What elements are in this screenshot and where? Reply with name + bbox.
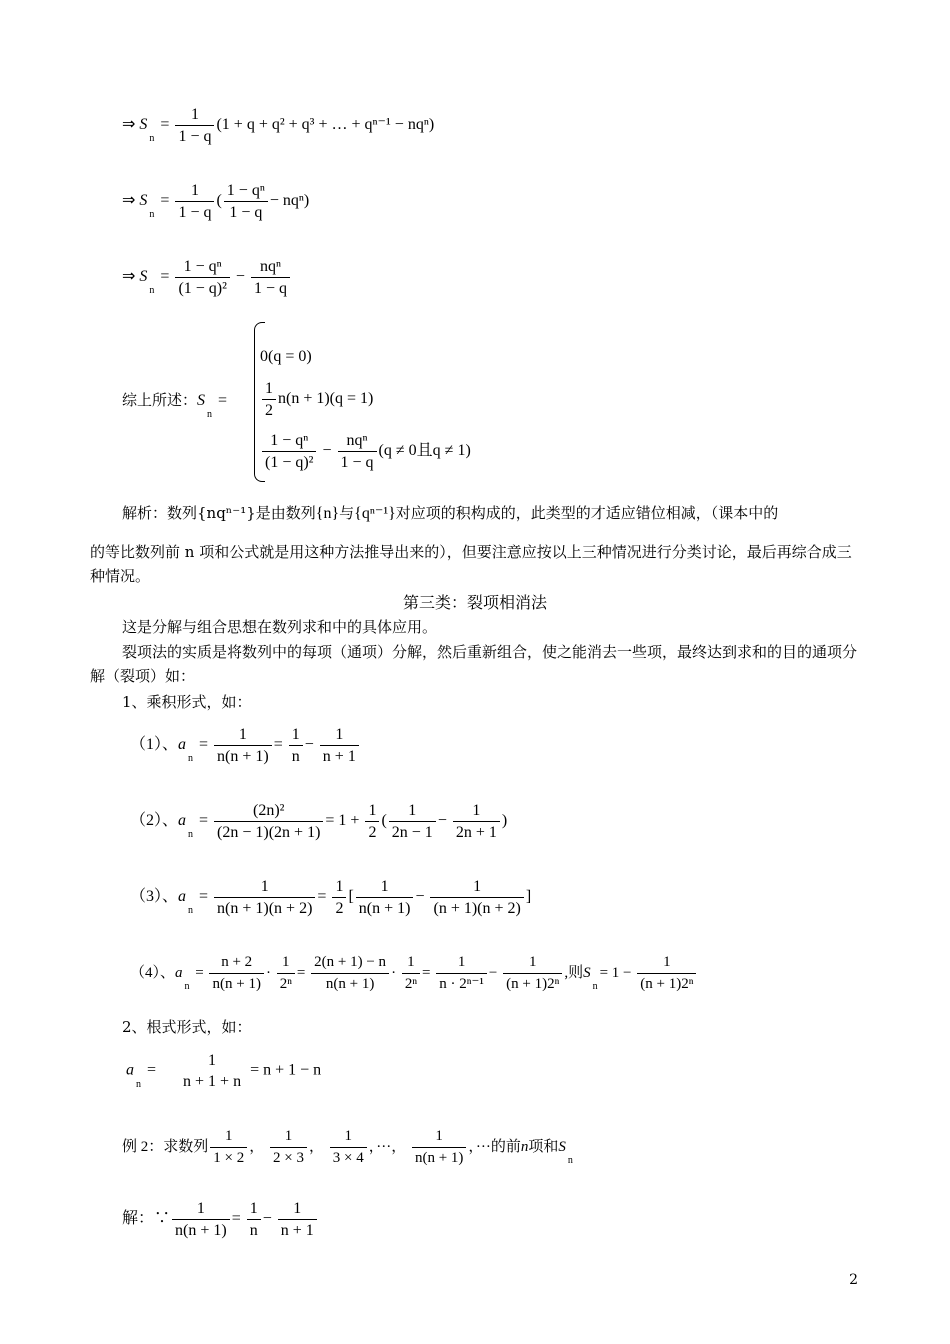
numerator: 1 — [289, 724, 303, 746]
numerator: 1 − qⁿ — [175, 256, 229, 278]
symbol-S: S — [558, 1138, 566, 1155]
formula-4: （4）、$a_n$ = $\frac{n + 2}{n(n + 1)}$ · $\frac{1}{\text{2ⁿ}}$ = $\frac{2(n + 1) - n}{n(n + 1)}$ · $\frac{1}{\text{2ⁿ}}$ = $\frac{1}{\text{n · 2ⁿ⁻¹}}$ − $\frac{1}{\text{(n + 1)2ⁿ}}$ ,则$S_n= 1$ − $\frac{1}{\text{(n + 1)2ⁿ}}$ — [130, 952, 698, 995]
denominator: 2 — [265, 402, 273, 419]
denominator: n — [291, 748, 300, 765]
numerator: 1 — [330, 1126, 367, 1148]
sum-derivation-line-3: ⇒ $S_n$ = $\frac{\text{1 − qⁿ}}{\text{(1 − q)²}}$ − $\frac{\text{nqⁿ}}{1 - q}$ — [122, 256, 292, 299]
fraction — [175, 104, 214, 147]
formula-3: （3）、$a_n$ = $\frac{1}{n(n + 1)(n + 2)}$ = $\frac{1}{2}$ [ $\frac{1}{n(n + 1)}$ − $\frac{1}{(n + 1)(n + 2)}$ ] — [130, 878, 532, 917]
then-text: ,则 — [564, 964, 584, 981]
numerator: 1 — [332, 876, 346, 898]
analysis-text: 与 — [339, 504, 355, 522]
case-3: $\frac{\text{1 − qⁿ}}{\text{(1 − q)²}}$ − $\frac{\text{nqⁿ}}{1 - q}$ (q ≠ 0且q ≠ 1) — [260, 430, 471, 473]
implies-arrow: ⇒ — [122, 266, 136, 286]
formula-label: （1）、 — [130, 736, 179, 754]
fraction — [402, 952, 420, 995]
numerator: 1 — [320, 724, 359, 746]
subscript-n: n — [136, 1078, 141, 1090]
numerator: 1 — [270, 1126, 307, 1148]
summary-text: 综上所述： — [122, 391, 198, 409]
section-title: 第三类：裂项相消法 — [402, 593, 547, 612]
symbol-S: S — [139, 268, 148, 286]
solution-line: 解：∵ $\frac{1}{n(n + 1)}$ = $\frac{1}{n}$ − $\frac{1}{n + 1}$ — [122, 1198, 319, 1241]
case-1: 0(q = 0) — [260, 348, 312, 365]
analysis-text: 解析：数列{nqⁿ⁻¹}是由数列 — [122, 504, 316, 522]
denominator: (1 − q)² — [178, 280, 227, 297]
numerator: 1 − qⁿ — [224, 180, 268, 202]
fraction — [503, 952, 562, 995]
formula-1: （1）、$a_n$ = $\frac{1}{n(n + 1)}$ = $\frac{1}{n}$ − $\frac{1}{n + 1}$ — [130, 724, 361, 767]
tail-expression: − nqⁿ) — [269, 192, 310, 210]
example-text: 项和 — [528, 1138, 559, 1155]
numerator: (2n)² — [214, 800, 323, 822]
lead-expression: = 1 + — [325, 812, 360, 830]
numerator: 1 — [214, 724, 272, 746]
numerator: 1 — [277, 952, 295, 974]
denominator: 2ⁿ — [279, 976, 292, 992]
denominator: 1 − q — [178, 204, 212, 221]
page-number: 2 — [849, 1272, 858, 1288]
denominator: 2 — [335, 900, 344, 917]
formula-label: （4）、 — [130, 964, 176, 981]
solution-label: 解：∵ — [122, 1210, 171, 1228]
numerator: 1 − qⁿ — [262, 430, 316, 452]
numerator: 1 — [208, 1052, 217, 1069]
denominator: n(n + 1) — [325, 976, 375, 992]
fraction — [262, 430, 316, 473]
denominator: 2ⁿ — [404, 976, 418, 992]
numerator: 1 — [214, 876, 315, 898]
numerator: 1 — [175, 180, 214, 202]
fraction — [247, 1198, 261, 1241]
denominator: n(n + 1)(n + 2) — [217, 900, 313, 917]
numerator: 1 — [247, 1198, 261, 1220]
numerator: nqⁿ — [338, 430, 377, 452]
radical-form-heading: 2、根式形式，如： — [122, 1018, 252, 1036]
fraction — [412, 1126, 466, 1169]
denominator: (n + 1)(n + 2) — [433, 900, 521, 917]
numerator: 1 — [412, 1126, 466, 1148]
fraction — [389, 800, 436, 843]
formula-2: （2）、$a_n$ = $\frac{\text{(2n)²}}{(2n - 1)(2n + 1)}$ = 1 + $\frac{1}{2}$ ( $\frac{1}{2n - 1}$ − $\frac{1}{2n + 1}$ ) — [130, 802, 508, 841]
fraction — [214, 800, 323, 843]
denominator: 3 × 4 — [332, 1150, 364, 1166]
denominator: 1 × 2 — [213, 1150, 245, 1166]
symbol-a: a — [126, 1061, 134, 1079]
numerator: 1 — [262, 378, 276, 400]
numerator: 1 — [436, 952, 487, 974]
denominator: 2 — [368, 824, 377, 841]
numerator: n + 2 — [209, 952, 263, 974]
numerator: 1 — [402, 952, 420, 974]
fraction — [251, 256, 290, 299]
fraction — [175, 256, 229, 299]
denominator: (n + 1)2ⁿ — [640, 976, 694, 992]
formula-label: （3）、 — [130, 888, 179, 906]
numerator: 1 — [278, 1198, 317, 1220]
summary-label: 综上所述：$S_n$ = — [122, 391, 228, 420]
denominator: (2n − 1)(2n + 1) — [217, 824, 321, 841]
ellipsis: ，···， — [368, 1138, 407, 1155]
formula-label: （2）、 — [130, 812, 179, 830]
numerator: 1 — [365, 800, 379, 822]
denominator: n — [249, 1222, 258, 1239]
denominator: (1 − q)² — [265, 454, 314, 471]
subscript-n: n — [149, 209, 155, 221]
denominator: 1 − q — [178, 128, 212, 145]
denominator: 2n − 1 — [391, 824, 433, 841]
fraction — [330, 1126, 367, 1169]
fraction — [180, 1050, 244, 1092]
example-2: 例 2：求数列 $\frac{1}{1 \times 2}$ ， $\frac{1}{2 \times 3}$ ， $\frac{1}{3 \times 4}$ ，···， $\frac{1}{n(n + 1)}$ ，···的前n项和$S_n$ — [122, 1126, 575, 1169]
symbol-n: n — [520, 1138, 529, 1155]
sequence-n: {n} — [315, 505, 340, 522]
denominator: (n + 1)2ⁿ — [506, 976, 560, 992]
numerator: 1 — [389, 800, 436, 822]
fraction — [209, 952, 263, 995]
denominator: n(n + 1) — [414, 1150, 464, 1166]
example-label: 例 2：求数列 — [122, 1138, 209, 1155]
denominator: n(n + 1) — [212, 976, 261, 992]
example-text: ，···的前 — [468, 1138, 521, 1155]
denominator: n(n + 1) — [175, 1222, 227, 1239]
subscript-n: n — [149, 133, 155, 145]
denominator: 2 × 3 — [273, 1150, 304, 1166]
fraction — [338, 430, 377, 473]
radical-rhs: = n + 1 − n — [250, 1061, 322, 1079]
numerator: 1 — [172, 1198, 230, 1220]
fraction — [365, 800, 379, 843]
denominator: n(n + 1) — [358, 900, 411, 917]
numerator: nqⁿ — [251, 256, 290, 278]
denominator: n + 1 — [322, 748, 356, 765]
denominator: n · 2ⁿ⁻¹ — [439, 976, 484, 992]
product-form-heading: 1、乘积形式，如： — [122, 693, 252, 711]
numerator: 2(n + 1) − n — [311, 952, 389, 974]
sum-derivation-line-2: ⇒ $S_n$ = $\frac{1}{1 - q}$ ( $\frac{\text{1 − qⁿ}}{1 - q}$ − nqⁿ) — [122, 182, 310, 221]
symbol-S: S — [139, 116, 148, 134]
fraction — [214, 724, 272, 767]
denominator: n(n + 1) — [217, 748, 269, 765]
sum-derivation-line-1: ⇒ $S_n$ = $\frac{1}{1 - q}$ (1 + q + q² + q³ + … + qⁿ⁻¹ − nqⁿ) — [122, 106, 435, 145]
fraction — [172, 1198, 230, 1241]
numerator: 1 — [210, 1126, 247, 1148]
sequence-q: {qⁿ⁻¹} — [354, 505, 396, 522]
analysis-line-1 — [122, 502, 778, 525]
analysis-line-2: 的等比数列前 n 项和公式就是用这种方法推导出来的），但要注意应按以上三种情况进行分类讨论，最后再综合成三种情况。 — [90, 543, 852, 585]
fraction — [436, 952, 487, 995]
lead-expression: = 1 − — [599, 964, 632, 981]
subscript-n: n — [149, 285, 155, 297]
case-2-expression: n(n + 1)(q = 1) — [278, 390, 374, 408]
numerator: 1 — [430, 876, 523, 898]
numerator: 1 — [503, 952, 562, 974]
symbol-S: S — [583, 964, 591, 981]
fraction — [270, 1126, 307, 1169]
numerator: 1 — [356, 876, 414, 898]
fraction — [262, 378, 276, 421]
numerator: 1 — [175, 104, 214, 126]
fraction — [332, 876, 346, 919]
implies-arrow: ⇒ — [122, 190, 136, 210]
numerator: 1 — [637, 952, 696, 974]
denominator: 1 − q — [253, 280, 287, 297]
denominator: 2n + 1 — [455, 824, 497, 841]
fraction — [278, 1198, 317, 1241]
denominator: 1 − q — [340, 454, 374, 471]
section-intro: 这是分解与组合思想在数列求和中的具体应用。 — [122, 618, 438, 636]
fraction — [277, 952, 295, 995]
denominator: n + 1 + n — [183, 1073, 242, 1090]
analysis-text: 对应项的积构成的，此类型的才适应错位相减，（课本中的 — [395, 504, 779, 522]
implies-arrow: ⇒ — [122, 114, 136, 134]
fraction — [175, 180, 214, 223]
symbol-S: S — [139, 192, 148, 210]
fraction — [453, 800, 500, 843]
case-2 — [260, 378, 373, 421]
radical-formula: $a_n$ = 1 n + 1 + n = n + 1 − n — [126, 1052, 322, 1090]
denominator: n + 1 — [280, 1222, 314, 1239]
fraction — [289, 724, 303, 767]
fraction — [637, 952, 696, 995]
fraction — [356, 876, 414, 919]
subscript-n: n — [567, 1154, 573, 1166]
fraction — [430, 876, 523, 919]
case-3-condition: (q ≠ 0且q ≠ 1) — [378, 442, 471, 460]
fraction — [214, 876, 315, 919]
fraction — [311, 952, 389, 995]
series-expression: (1 + q + q² + q³ + … + qⁿ⁻¹ − nqⁿ) — [216, 116, 435, 134]
denominator: 1 − q — [229, 204, 263, 221]
subscript-n: n — [592, 980, 598, 992]
fraction — [320, 724, 359, 767]
numerator: 1 — [453, 800, 500, 822]
fraction — [224, 180, 268, 223]
fraction — [210, 1126, 247, 1169]
section-explanation: 裂项法的实质是将数列中的每项（通项）分解，然后重新组合，使之能消去一些项，最终达到求和的目的通项分解（裂项）如： — [90, 643, 858, 685]
